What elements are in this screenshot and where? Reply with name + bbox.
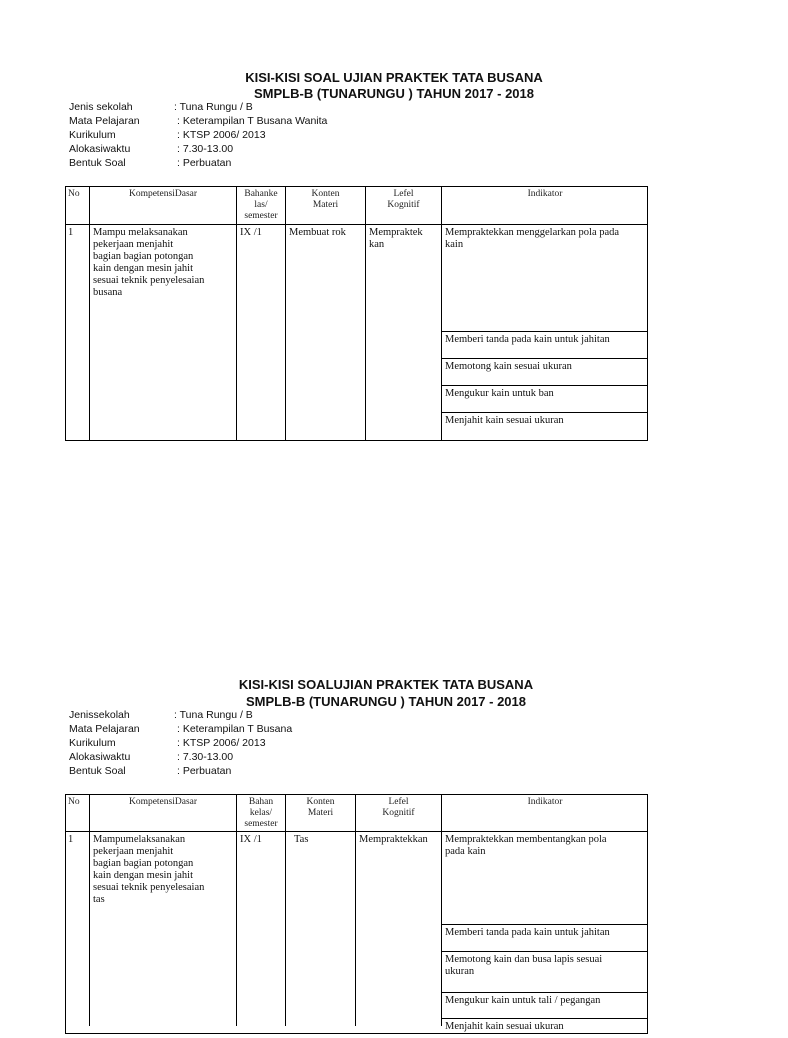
cell-konten-materi: Membuat rok <box>285 224 365 441</box>
cell-bahan-kelas: IX /1 <box>236 224 285 441</box>
header-bahan-kelas: Bahan kelas/ semester <box>236 794 285 831</box>
info-label: Mata Pelajaran <box>69 723 140 735</box>
header-bahan-kelas: Bahanke las/ semester <box>236 186 285 224</box>
info-label: Bentuk Soal <box>69 157 126 169</box>
indikator-item: Mempraktekkan membentangkan pola pada kain <box>445 834 607 857</box>
header-indikator: Indikator <box>441 186 648 224</box>
table-row <box>65 831 648 1032</box>
document-title-line-1: KISI-KISI SOALUJIAN PRAKTEK TATA BUSANA <box>238 677 534 692</box>
info-value: : Tuna Rungu / B <box>174 709 253 721</box>
header-kompetensi-dasar: KompetensiDasar <box>89 186 236 224</box>
indikator-item: Menjahit kain sesuai ukuran <box>442 412 648 442</box>
indikator-item: Mengukur kain untuk tali / pegangan <box>442 992 648 1018</box>
cell-no: 1 <box>65 831 89 1026</box>
info-value: : 7.30-13.00 <box>177 143 234 155</box>
info-label: Kurikulum <box>69 129 116 141</box>
header-no: No <box>65 794 89 831</box>
info-label: Bentuk Soal <box>69 765 126 777</box>
info-label: Kurikulum <box>69 737 116 749</box>
header-lefel-kognitif: Lefel Kognitif <box>355 794 441 831</box>
cell-kompetensi-dasar: Mampumelaksanakan pekerjaan menjahit bagian bagian potongan kain dengan mesin jahit sesuai teknik penyelesaian tas <box>89 831 236 1026</box>
document-title-line-2: SMPLB-B (TUNARUNGU ) TAHUN 2017 - 2018 <box>253 86 534 101</box>
indikator-item: Memotong kain dan busa lapis sesuai ukuran <box>442 951 648 992</box>
header-no: No <box>65 186 89 224</box>
info-value: : Tuna Rungu / B <box>174 101 253 113</box>
info-value: : KTSP 2006/ 2013 <box>177 737 266 749</box>
info-value: : Keterampilan T Busana <box>177 723 293 735</box>
cell-lefel-kognitif: Mempraktekkan <box>355 831 441 1026</box>
indikator-item: Mempraktekkan menggelarkan pola pada kain <box>445 227 620 250</box>
document-title-line-1: KISI-KISI SOAL UJIAN PRAKTEK TATA BUSANA <box>245 70 543 85</box>
document-title-line-2: SMPLB-B (TUNARUNGU ) TAHUN 2017 - 2018 <box>245 694 526 709</box>
cell-kompetensi-dasar: Mampu melaksanakan pekerjaan menjahit bagian bagian potongan kain dengan mesin jahit sesuai teknik penyelesaian busana <box>89 224 236 441</box>
info-value: : Perbuatan <box>177 765 232 777</box>
indikator-item: Memberi tanda pada kain untuk jahitan <box>442 331 648 358</box>
info-label: Jenis sekolah <box>69 101 133 113</box>
cell-bahan-kelas: IX /1 <box>236 831 285 1026</box>
info-value: : Keterampilan T Busana Wanita <box>177 115 328 127</box>
kisi-kisi-table <box>65 794 648 1032</box>
info-value: : KTSP 2006/ 2013 <box>177 129 266 141</box>
header-kompetensi-dasar: KompetensiDasar <box>89 794 236 831</box>
cell-lefel-kognitif: Mempraktek kan <box>365 224 441 441</box>
table-header-row <box>65 794 648 831</box>
header-konten-materi: Konten Materi <box>285 794 355 831</box>
header-indikator: Indikator <box>441 794 648 831</box>
indikator-item: Memotong kain sesuai ukuran <box>442 358 648 385</box>
indikator-item: Mengukur kain untuk ban <box>442 385 648 412</box>
info-value: : Perbuatan <box>177 157 232 169</box>
indikator-item: Menjahit kain sesuai ukuran <box>442 1018 648 1038</box>
info-label: Alokasiwaktu <box>69 751 131 763</box>
cell-konten-materi: Tas <box>285 831 355 1026</box>
header-lefel-kognitif: Lefel Kognitif <box>365 186 441 224</box>
info-label: Alokasiwaktu <box>69 143 131 155</box>
info-value: : 7.30-13.00 <box>177 751 234 763</box>
header-konten-materi: Konten Materi <box>285 186 365 224</box>
info-label: Mata Pelajaran <box>69 115 140 127</box>
cell-no: 1 <box>65 224 89 441</box>
cell-indikator <box>441 831 648 1032</box>
info-label: Jenissekolah <box>69 709 130 721</box>
indikator-item: Memberi tanda pada kain untuk jahitan <box>442 924 648 951</box>
